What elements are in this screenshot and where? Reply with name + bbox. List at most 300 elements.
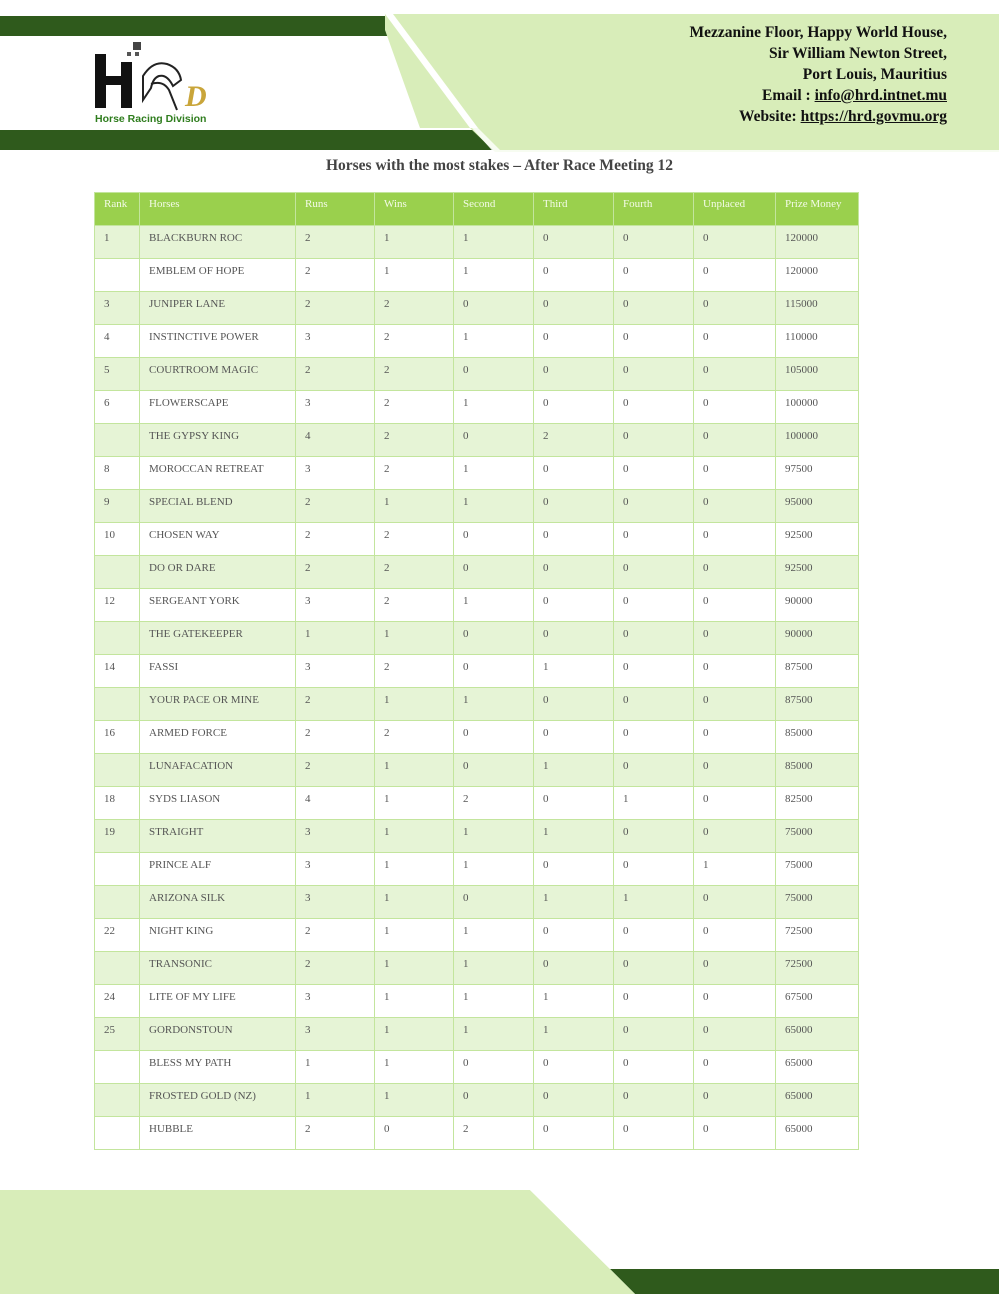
email-line [690,85,947,106]
stakes-table [94,192,859,1150]
cell-fourth: 0 [614,820,694,853]
cell-fourth: 0 [614,721,694,754]
table-row [95,622,859,655]
cell-second: 0 [454,523,534,556]
cell-fourth: 0 [614,358,694,391]
table-row [95,919,859,952]
cell-runs: 3 [296,853,375,886]
cell-horse: YOUR PACE OR MINE [140,688,296,721]
cell-rank: 3 [95,292,140,325]
cell-third: 1 [534,886,614,919]
cell-rank [95,1084,140,1117]
cell-prize-money: 67500 [776,985,859,1018]
cell-wins: 1 [375,820,454,853]
cell-fourth: 0 [614,490,694,523]
column-header-wins: Wins [375,193,454,226]
cell-second: 1 [454,1018,534,1051]
table-row [95,787,859,820]
cell-horse: LITE OF MY LIFE [140,985,296,1018]
table-row [95,424,859,457]
cell-fourth: 0 [614,622,694,655]
cell-third: 0 [534,1117,614,1150]
cell-prize-money: 90000 [776,589,859,622]
cell-rank: 1 [95,226,140,259]
cell-third: 1 [534,985,614,1018]
cell-horse: FROSTED GOLD (NZ) [140,1084,296,1117]
cell-wins: 1 [375,1018,454,1051]
table-row [95,820,859,853]
cell-rank: 14 [95,655,140,688]
cell-wins: 2 [375,523,454,556]
table-row [95,556,859,589]
cell-wins: 1 [375,787,454,820]
cell-rank: 10 [95,523,140,556]
cell-second: 0 [454,754,534,787]
cell-third: 0 [534,523,614,556]
cell-third: 0 [534,688,614,721]
cell-third: 1 [534,1018,614,1051]
cell-runs: 3 [296,655,375,688]
table-row [95,325,859,358]
cell-second: 0 [454,721,534,754]
cell-wins: 2 [375,556,454,589]
cell-rank [95,688,140,721]
cell-rank [95,622,140,655]
cell-third: 0 [534,457,614,490]
cell-rank: 22 [95,919,140,952]
cell-horse: DO OR DARE [140,556,296,589]
cell-horse: TRANSONIC [140,952,296,985]
cell-second: 1 [454,490,534,523]
cell-unplaced: 0 [694,655,776,688]
cell-unplaced: 0 [694,424,776,457]
cell-runs: 1 [296,1084,375,1117]
table-row [95,952,859,985]
cell-fourth: 0 [614,226,694,259]
cell-fourth: 0 [614,325,694,358]
cell-third: 0 [534,226,614,259]
document-title: Horses with the most stakes – After Race Meeting 12 [325,157,674,174]
cell-runs: 2 [296,292,375,325]
cell-third: 1 [534,655,614,688]
cell-horse: CHOSEN WAY [140,523,296,556]
table-row [95,1051,859,1084]
cell-third: 1 [534,820,614,853]
table-row [95,655,859,688]
table-row [95,754,859,787]
table-row [95,490,859,523]
cell-second: 0 [454,358,534,391]
cell-runs: 2 [296,523,375,556]
cell-second: 0 [454,556,534,589]
cell-wins: 1 [375,622,454,655]
cell-prize-money: 110000 [776,325,859,358]
cell-prize-money: 100000 [776,391,859,424]
cell-fourth: 0 [614,523,694,556]
cell-runs: 2 [296,226,375,259]
cell-unplaced: 0 [694,787,776,820]
cell-fourth: 1 [614,886,694,919]
cell-fourth: 0 [614,292,694,325]
cell-second: 1 [454,919,534,952]
cell-unplaced: 0 [694,721,776,754]
cell-runs: 2 [296,721,375,754]
cell-prize-money: 105000 [776,358,859,391]
table-row [95,1117,859,1150]
cell-wins: 1 [375,919,454,952]
cell-runs: 3 [296,820,375,853]
cell-horse: SERGEANT YORK [140,589,296,622]
cell-horse: ARMED FORCE [140,721,296,754]
table-row [95,688,859,721]
column-header-unplaced: Unplaced [694,193,776,226]
address-line-2: Sir William Newton Street, [769,45,947,62]
cell-wins: 2 [375,358,454,391]
cell-horse: FLOWERSCAPE [140,391,296,424]
cell-wins: 1 [375,886,454,919]
cell-horse: NIGHT KING [140,919,296,952]
cell-runs: 2 [296,952,375,985]
cell-prize-money: 65000 [776,1051,859,1084]
cell-unplaced: 0 [694,886,776,919]
table-row [95,523,859,556]
cell-second: 2 [454,1117,534,1150]
cell-unplaced: 1 [694,853,776,886]
cell-horse: THE GATEKEEPER [140,622,296,655]
cell-second: 1 [454,226,534,259]
cell-prize-money: 72500 [776,952,859,985]
cell-rank: 4 [95,325,140,358]
cell-third: 0 [534,391,614,424]
cell-prize-money: 90000 [776,622,859,655]
cell-runs: 2 [296,754,375,787]
cell-fourth: 0 [614,985,694,1018]
cell-third: 0 [534,325,614,358]
cell-runs: 1 [296,622,375,655]
cell-runs: 3 [296,391,375,424]
cell-fourth: 0 [614,655,694,688]
cell-horse: EMBLEM OF HOPE [140,259,296,292]
cell-fourth: 0 [614,1018,694,1051]
cell-second: 0 [454,424,534,457]
cell-rank: 19 [95,820,140,853]
table-row [95,1018,859,1051]
cell-prize-money: 85000 [776,754,859,787]
cell-second: 2 [454,787,534,820]
cell-rank: 5 [95,358,140,391]
cell-horse: PRINCE ALF [140,853,296,886]
cell-horse: GORDONSTOUN [140,1018,296,1051]
cell-unplaced: 0 [694,820,776,853]
cell-rank: 8 [95,457,140,490]
cell-third: 0 [534,1084,614,1117]
cell-second: 1 [454,589,534,622]
cell-prize-money: 65000 [776,1084,859,1117]
cell-horse: ARIZONA SILK [140,886,296,919]
cell-rank [95,424,140,457]
address-line-3: Port Louis, Mauritius [802,66,947,83]
cell-second: 0 [454,655,534,688]
cell-runs: 3 [296,589,375,622]
cell-wins: 1 [375,1051,454,1084]
cell-unplaced: 0 [694,985,776,1018]
cell-fourth: 0 [614,688,694,721]
cell-prize-money: 75000 [776,820,859,853]
cell-horse: JUNIPER LANE [140,292,296,325]
cell-horse: STRAIGHT [140,820,296,853]
cell-wins: 2 [375,292,454,325]
table-row [95,292,859,325]
cell-wins: 1 [375,226,454,259]
footer-decoration [0,1185,999,1294]
cell-horse: SYDS LIASON [140,787,296,820]
cell-wins: 2 [375,457,454,490]
cell-rank: 6 [95,391,140,424]
cell-fourth: 0 [614,556,694,589]
cell-third: 0 [534,787,614,820]
cell-runs: 3 [296,325,375,358]
cell-third: 0 [534,589,614,622]
cell-unplaced: 0 [694,556,776,589]
cell-fourth: 0 [614,391,694,424]
cell-third: 0 [534,259,614,292]
cell-third: 0 [534,358,614,391]
cell-rank: 12 [95,589,140,622]
cell-runs: 3 [296,886,375,919]
cell-second: 1 [454,391,534,424]
cell-prize-money: 75000 [776,886,859,919]
cell-rank: 24 [95,985,140,1018]
cell-fourth: 1 [614,787,694,820]
cell-second: 0 [454,292,534,325]
cell-runs: 4 [296,787,375,820]
cell-unplaced: 0 [694,358,776,391]
cell-runs: 2 [296,919,375,952]
cell-unplaced: 0 [694,589,776,622]
cell-horse: SPECIAL BLEND [140,490,296,523]
cell-third: 0 [534,556,614,589]
cell-unplaced: 0 [694,259,776,292]
cell-third: 1 [534,754,614,787]
cell-second: 1 [454,853,534,886]
cell-prize-money: 120000 [776,259,859,292]
cell-fourth: 0 [614,952,694,985]
cell-horse: MOROCCAN RETREAT [140,457,296,490]
cell-unplaced: 0 [694,919,776,952]
cell-unplaced: 0 [694,688,776,721]
cell-horse: THE GYPSY KING [140,424,296,457]
cell-prize-money: 97500 [776,457,859,490]
cell-fourth: 0 [614,589,694,622]
cell-wins: 1 [375,1084,454,1117]
cell-fourth: 0 [614,1117,694,1150]
cell-fourth: 0 [614,1084,694,1117]
cell-second: 0 [454,1051,534,1084]
table-row [95,721,859,754]
cell-rank [95,259,140,292]
cell-prize-money: 87500 [776,688,859,721]
cell-rank [95,853,140,886]
cell-prize-money: 85000 [776,721,859,754]
cell-unplaced: 0 [694,754,776,787]
cell-third: 0 [534,490,614,523]
email-link[interactable]: info@hrd.intnet.mu [814,87,947,104]
table-row [95,886,859,919]
column-header-prize-money: Prize Money [776,193,859,226]
cell-third: 0 [534,919,614,952]
cell-rank [95,754,140,787]
cell-horse: LUNAFACATION [140,754,296,787]
cell-runs: 2 [296,358,375,391]
table-row [95,358,859,391]
cell-horse: BLACKBURN ROC [140,226,296,259]
cell-runs: 2 [296,490,375,523]
logo-caption: Horse Racing Division [95,113,207,125]
website-label: Website: [739,108,801,125]
cell-unplaced: 0 [694,622,776,655]
cell-wins: 0 [375,1117,454,1150]
cell-runs: 2 [296,688,375,721]
cell-wins: 2 [375,424,454,457]
cell-prize-money: 115000 [776,292,859,325]
cell-prize-money: 82500 [776,787,859,820]
cell-wins: 1 [375,985,454,1018]
table-row [95,1084,859,1117]
cell-unplaced: 0 [694,490,776,523]
cell-fourth: 0 [614,919,694,952]
cell-rank [95,886,140,919]
cell-runs: 3 [296,457,375,490]
cell-prize-money: 95000 [776,490,859,523]
cell-second: 0 [454,622,534,655]
cell-rank: 25 [95,1018,140,1051]
cell-rank: 18 [95,787,140,820]
cell-third: 2 [534,424,614,457]
cell-prize-money: 65000 [776,1117,859,1150]
cell-prize-money: 87500 [776,655,859,688]
cell-wins: 1 [375,688,454,721]
column-header-rank: Rank [95,193,140,226]
cell-rank: 9 [95,490,140,523]
hrd-logo [93,40,217,128]
cell-horse: BLESS MY PATH [140,1051,296,1084]
cell-third: 0 [534,292,614,325]
cell-unplaced: 0 [694,226,776,259]
cell-unplaced: 0 [694,523,776,556]
column-header-third: Third [534,193,614,226]
cell-rank: 16 [95,721,140,754]
cell-prize-money: 92500 [776,556,859,589]
cell-second: 1 [454,325,534,358]
table-row [95,589,859,622]
cell-horse: FASSI [140,655,296,688]
cell-prize-money: 75000 [776,853,859,886]
cell-wins: 2 [375,655,454,688]
cell-unplaced: 0 [694,325,776,358]
cell-wins: 1 [375,952,454,985]
website-line [690,106,947,127]
cell-prize-money: 120000 [776,226,859,259]
cell-fourth: 0 [614,1051,694,1084]
table-row [95,985,859,1018]
cell-unplaced: 0 [694,1018,776,1051]
address-line-1: Mezzanine Floor, Happy World House, [689,24,947,41]
cell-unplaced: 0 [694,1117,776,1150]
cell-second: 0 [454,886,534,919]
cell-third: 0 [534,853,614,886]
cell-rank [95,1117,140,1150]
cell-runs: 3 [296,1018,375,1051]
cell-runs: 4 [296,424,375,457]
cell-prize-money: 100000 [776,424,859,457]
cell-wins: 1 [375,853,454,886]
cell-runs: 2 [296,1117,375,1150]
cell-fourth: 0 [614,754,694,787]
website-link[interactable]: https://hrd.govmu.org [800,108,947,125]
table-row [95,226,859,259]
contact-block [690,22,947,127]
cell-unplaced: 0 [694,292,776,325]
cell-unplaced: 0 [694,1051,776,1084]
table-row [95,259,859,292]
cell-wins: 1 [375,490,454,523]
cell-second: 1 [454,688,534,721]
cell-unplaced: 0 [694,952,776,985]
cell-third: 0 [534,952,614,985]
cell-wins: 2 [375,589,454,622]
column-header-fourth: Fourth [614,193,694,226]
cell-runs: 3 [296,985,375,1018]
email-label: Email : [762,87,815,104]
cell-fourth: 0 [614,457,694,490]
cell-second: 1 [454,952,534,985]
cell-second: 1 [454,985,534,1018]
cell-rank [95,952,140,985]
cell-second: 1 [454,457,534,490]
cell-prize-money: 72500 [776,919,859,952]
hrd-logo-mark [93,40,217,112]
cell-third: 0 [534,721,614,754]
cell-unplaced: 0 [694,457,776,490]
column-header-second: Second [454,193,534,226]
table-row [95,391,859,424]
cell-fourth: 0 [614,424,694,457]
column-header-runs: Runs [296,193,375,226]
cell-runs: 2 [296,556,375,589]
cell-wins: 2 [375,325,454,358]
table-row [95,853,859,886]
cell-second: 1 [454,259,534,292]
cell-unplaced: 0 [694,1084,776,1117]
cell-second: 1 [454,820,534,853]
cell-rank [95,1051,140,1084]
cell-horse: HUBBLE [140,1117,296,1150]
cell-third: 0 [534,1051,614,1084]
cell-wins: 2 [375,721,454,754]
cell-wins: 1 [375,754,454,787]
column-header-horse: Horses [140,193,296,226]
cell-second: 0 [454,1084,534,1117]
svg-text:D: D [185,80,207,112]
cell-wins: 1 [375,259,454,292]
cell-fourth: 0 [614,853,694,886]
cell-runs: 2 [296,259,375,292]
cell-wins: 2 [375,391,454,424]
cell-horse: COURTROOM MAGIC [140,358,296,391]
cell-fourth: 0 [614,259,694,292]
table-row [95,457,859,490]
cell-prize-money: 65000 [776,1018,859,1051]
